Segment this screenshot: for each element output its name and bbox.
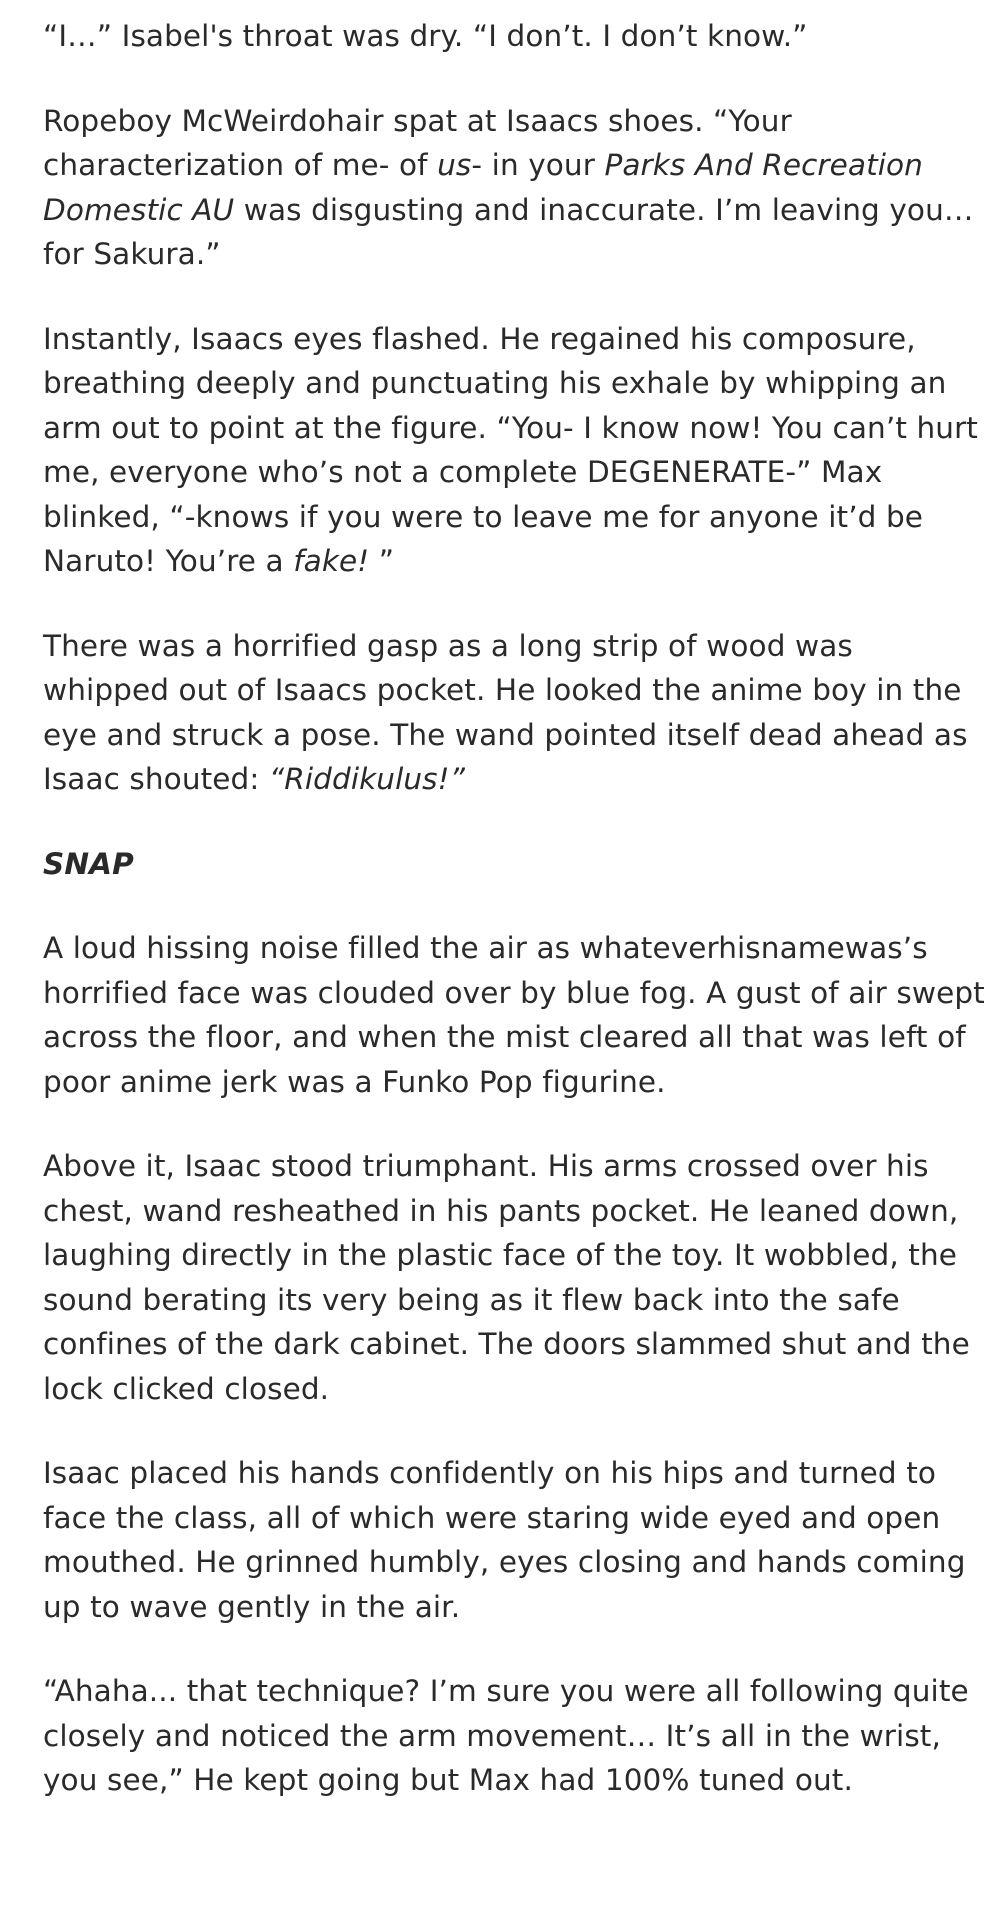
bold-italic-span: SNAP: [43, 846, 134, 881]
text-span: Isaac placed his hands confidently on his hips and turned to face the class, all of which were staring wide eyed and open mouthed. He grinned humbly, eyes closing and hands coming up to wave gently in the air.: [43, 1456, 966, 1624]
text-span: - in your: [471, 148, 605, 182]
text-span: Ropeboy McWeirdohair spat at Isaacs shoes. “Your characterization of me- of: [43, 103, 792, 182]
text-span: was disgusting and inaccurate. I’m leaving you… for Sakura.”: [43, 192, 974, 271]
text-span: A loud hissing noise filled the air as whateverhisnamewas’s horrified face was clouded over by blue fog. A gust of air swept across the floor, and when the mist cleared all that was left of poor anime jerk was a Funko Pop figurine.: [43, 931, 985, 1099]
paragraph-1: [43, 14, 986, 59]
text-span: ”: [369, 544, 395, 578]
italic-span: fake!: [293, 544, 370, 578]
text-span: There was a horrified gasp as a long strip of wood was whipped out of Isaacs pocket. He looked the anime boy in the eye and struck a pose. The wand pointed itself dead ahead as Isaac shouted:: [43, 628, 968, 796]
italic-span: “Riddikulus!”: [268, 762, 465, 796]
text-span: Instantly, Isaacs eyes flashed. He regained his composure, breathing deeply and punctuating his exhale by whipping an arm out to point at the figure. “You- I know now! You can’t hurt me, everyone who’s not a complete DEGENERATE-” Max blinked, “-knows if you were to leave me for anyone it’d be Naruto! You’re a: [43, 321, 978, 578]
paragraph-9: [43, 1669, 986, 1803]
text-span: “Ahaha... that technique? I’m sure you were all following quite closely and noticed the arm movement… It’s all in the wrist, you see,” He kept going but Max had 100% tuned out.: [43, 1674, 969, 1797]
italic-span: us: [437, 148, 472, 182]
paragraph-7: [43, 1144, 986, 1411]
paragraph-5-snap: [43, 842, 986, 887]
paragraph-4: [43, 624, 986, 802]
text-span: Above it, Isaac stood triumphant. His arms crossed over his chest, wand resheathed in his pants pocket. He leaned down, laughing directly in the plastic face of the toy. It wobbled, the sound berating its very being as it flew back into the safe confines of the dark cabinet. The doors slammed shut and the lock clicked closed.: [43, 1149, 970, 1406]
italic-span: Parks And Recreation Domestic AU: [43, 148, 923, 227]
paragraph-2: [43, 99, 986, 277]
paragraph-3: [43, 317, 986, 584]
text-span: “I…” Isabel's throat was dry. “I don’t. I don’t know.”: [43, 19, 808, 53]
paragraph-6: [43, 926, 986, 1104]
paragraph-8: [43, 1451, 986, 1629]
